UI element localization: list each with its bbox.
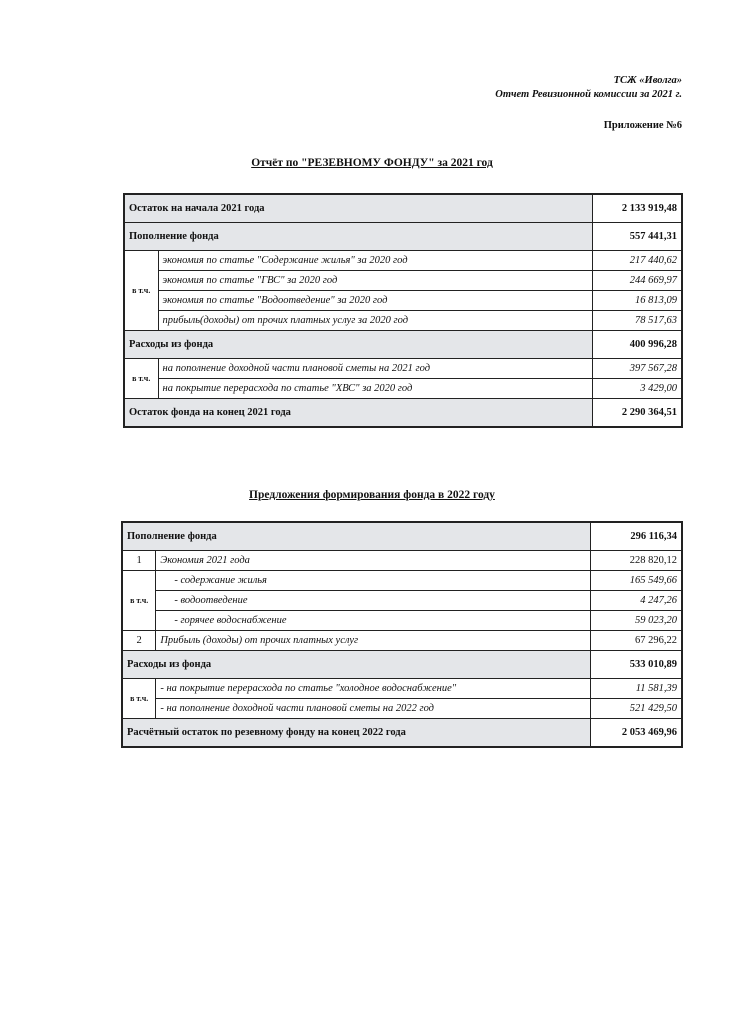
item-label: экономия по статье "ГВС" за 2020 год xyxy=(158,271,592,291)
replenishment-label: Пополнение фонда xyxy=(122,522,590,551)
item-value: 11 581,39 xyxy=(590,679,682,699)
replenishment-row xyxy=(124,223,682,251)
replenishment-label: Пополнение фонда xyxy=(124,223,592,251)
expenses-row xyxy=(124,331,682,359)
opening-balance-value: 2 133 919,48 xyxy=(592,194,682,223)
item-value: 217 440,62 xyxy=(592,251,682,271)
org-name: ТСЖ «Иволга» xyxy=(613,75,682,86)
reserve-fund-2021-table xyxy=(123,193,683,428)
table-row xyxy=(122,591,682,611)
closing-balance-value: 2 053 469,96 xyxy=(590,719,682,748)
table-row xyxy=(124,271,682,291)
table-row xyxy=(122,679,682,699)
table-row xyxy=(124,291,682,311)
item-value: 397 567,28 xyxy=(592,359,682,379)
item-value: 78 517,63 xyxy=(592,311,682,331)
opening-balance-label: Остаток на начала 2021 года xyxy=(124,194,592,223)
item-value: 3 429,00 xyxy=(592,379,682,399)
item-label: экономия по статье "Водоотведение" за 2020 год xyxy=(158,291,592,311)
item-label: - на покрытие перерасхода по статье "холодное водоснабжение" xyxy=(156,679,590,699)
table-row xyxy=(122,571,682,591)
table-row xyxy=(122,631,682,651)
item-label: прибыль(доходы) от прочих платных услуг за 2020 год xyxy=(158,311,592,331)
table-row xyxy=(122,611,682,631)
item-value: 16 813,09 xyxy=(592,291,682,311)
item-label: экономия по статье "Содержание жилья" за 2020 год xyxy=(158,251,592,271)
item-label: Прибыль (доходы) от прочих платных услуг xyxy=(156,631,590,651)
closing-balance-row xyxy=(122,719,682,748)
closing-balance-row xyxy=(124,399,682,428)
table-row xyxy=(124,359,682,379)
table-row xyxy=(124,379,682,399)
including-label: в т.ч. xyxy=(122,571,156,631)
row-number: 1 xyxy=(122,551,156,571)
item-label: - на пополнение доходной части плановой сметы на 2022 год xyxy=(156,699,590,719)
item-value: 521 429,50 xyxy=(590,699,682,719)
replenishment-value: 296 116,34 xyxy=(590,522,682,551)
closing-balance-label: Расчётный остаток по резевному фонду на конец 2022 года xyxy=(122,719,590,748)
expenses-value: 533 010,89 xyxy=(590,651,682,679)
table-row xyxy=(124,251,682,271)
proposal-2022-title: Предложения формирования фонда в 2022 году xyxy=(249,489,495,501)
including-label: в т.ч. xyxy=(124,359,158,399)
closing-balance-value: 2 290 364,51 xyxy=(592,399,682,428)
replenishment-value: 557 441,31 xyxy=(592,223,682,251)
table-row xyxy=(122,551,682,571)
appendix-label: Приложение №6 xyxy=(603,120,682,131)
including-label: в т.ч. xyxy=(124,251,158,331)
expenses-value: 400 996,28 xyxy=(592,331,682,359)
expenses-label: Расходы из фонда xyxy=(124,331,592,359)
item-label: на пополнение доходной части плановой сметы на 2021 год xyxy=(158,359,592,379)
table-row xyxy=(122,699,682,719)
item-label: на покрытие перерасхода по статье "ХВС" за 2020 год xyxy=(158,379,592,399)
item-value: 59 023,20 xyxy=(590,611,682,631)
row-number: 2 xyxy=(122,631,156,651)
expenses-row xyxy=(122,651,682,679)
reserve-fund-2022-table xyxy=(121,521,683,748)
replenishment-row xyxy=(122,522,682,551)
item-value: 67 296,22 xyxy=(590,631,682,651)
expenses-label: Расходы из фонда xyxy=(122,651,590,679)
item-value: 244 669,97 xyxy=(592,271,682,291)
report-2021-title: Отчёт по "РЕЗЕВНОМУ ФОНДУ" за 2021 год xyxy=(251,157,493,169)
item-label: Экономия 2021 года xyxy=(156,551,590,571)
item-value: 165 549,66 xyxy=(590,571,682,591)
item-value: 228 820,12 xyxy=(590,551,682,571)
closing-balance-label: Остаток фонда на конец 2021 года xyxy=(124,399,592,428)
item-label: - содержание жилья xyxy=(156,571,590,591)
report-subtitle: Отчет Ревизионной комиссии за 2021 г. xyxy=(495,89,682,100)
item-value: 4 247,26 xyxy=(590,591,682,611)
item-label: - горячее водоснабжение xyxy=(156,611,590,631)
table-row xyxy=(124,311,682,331)
including-label: в т.ч. xyxy=(122,679,156,719)
item-label: - водоотведение xyxy=(156,591,590,611)
opening-balance-row xyxy=(124,194,682,223)
